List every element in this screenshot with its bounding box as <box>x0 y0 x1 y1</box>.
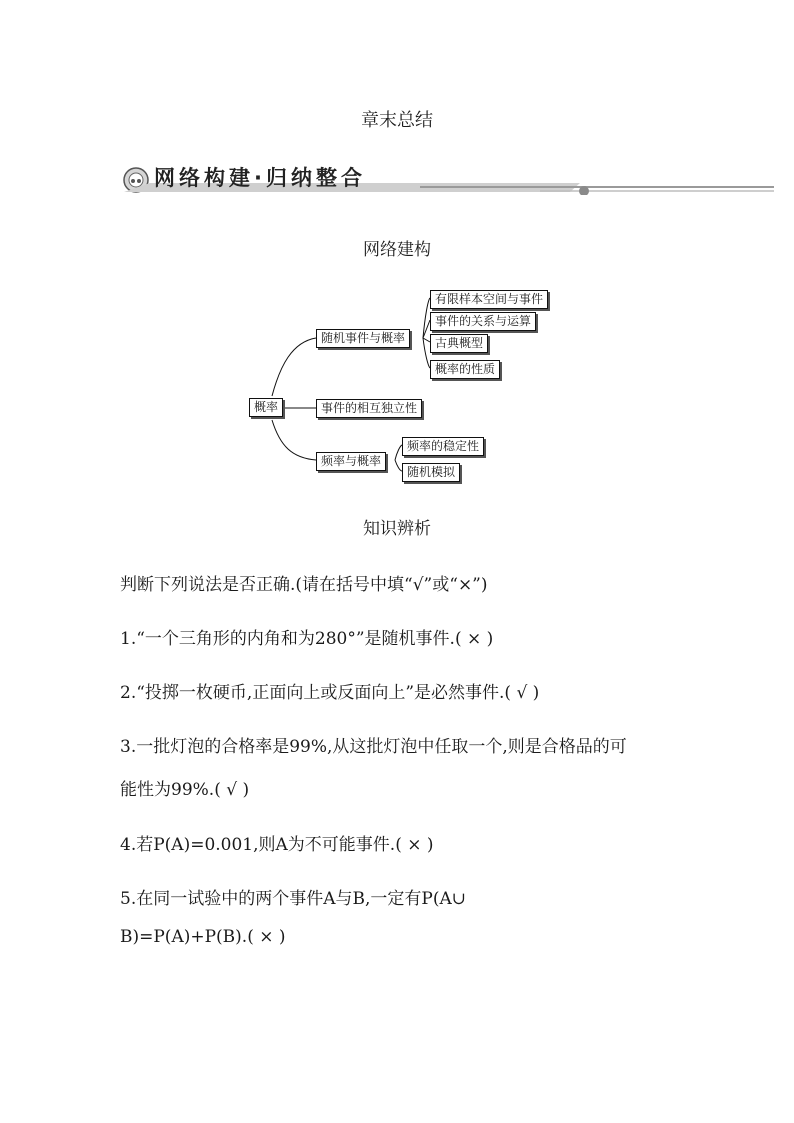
section-heading-analysis: 知识辨析 <box>363 519 431 539</box>
branch-node: 随机事件与概率 <box>316 329 410 348</box>
leaf-node: 频率的稳定性 <box>402 437 484 456</box>
question-line: 2.“投掷一枚硬币,正面向上或反面向上”是必然事件.( √ ) <box>120 683 540 703</box>
leaf-node: 事件的关系与运算 <box>430 312 536 331</box>
root-node: 概率 <box>249 398 283 417</box>
banner-title: 网络构建·归纳整合 <box>154 166 366 190</box>
instruction-text: 判断下列说法是否正确.(请在括号中填“√”或“×”) <box>120 575 488 595</box>
leaf-node: 有限样本空间与事件 <box>430 290 548 309</box>
branch-node: 频率与概率 <box>316 452 386 471</box>
question-line: B)=P(A)+P(B).( × ) <box>120 927 286 947</box>
leaf-node: 概率的性质 <box>430 360 500 379</box>
question-line: 3.一批灯泡的合格率是99%,从这批灯泡中任取一个,则是合格品的可 <box>120 737 627 757</box>
question-line: 1.“一个三角形的内角和为280°”是随机事件.( × ) <box>120 629 494 649</box>
section-banner <box>120 161 774 195</box>
question-line: 5.在同一试验中的两个事件A与B,一定有P(A∪ <box>120 889 466 909</box>
leaf-node: 随机模拟 <box>402 463 460 482</box>
leaf-node: 古典概型 <box>430 334 488 353</box>
section-heading-network: 网络建构 <box>363 240 431 260</box>
page-title: 章末总结 <box>361 110 433 131</box>
concept-map <box>240 286 560 486</box>
question-line: 4.若P(A)=0.001,则A为不可能事件.( × ) <box>120 835 434 855</box>
branch-node: 事件的相互独立性 <box>316 399 422 418</box>
question-line: 能性为99%.( √ ) <box>120 780 250 800</box>
